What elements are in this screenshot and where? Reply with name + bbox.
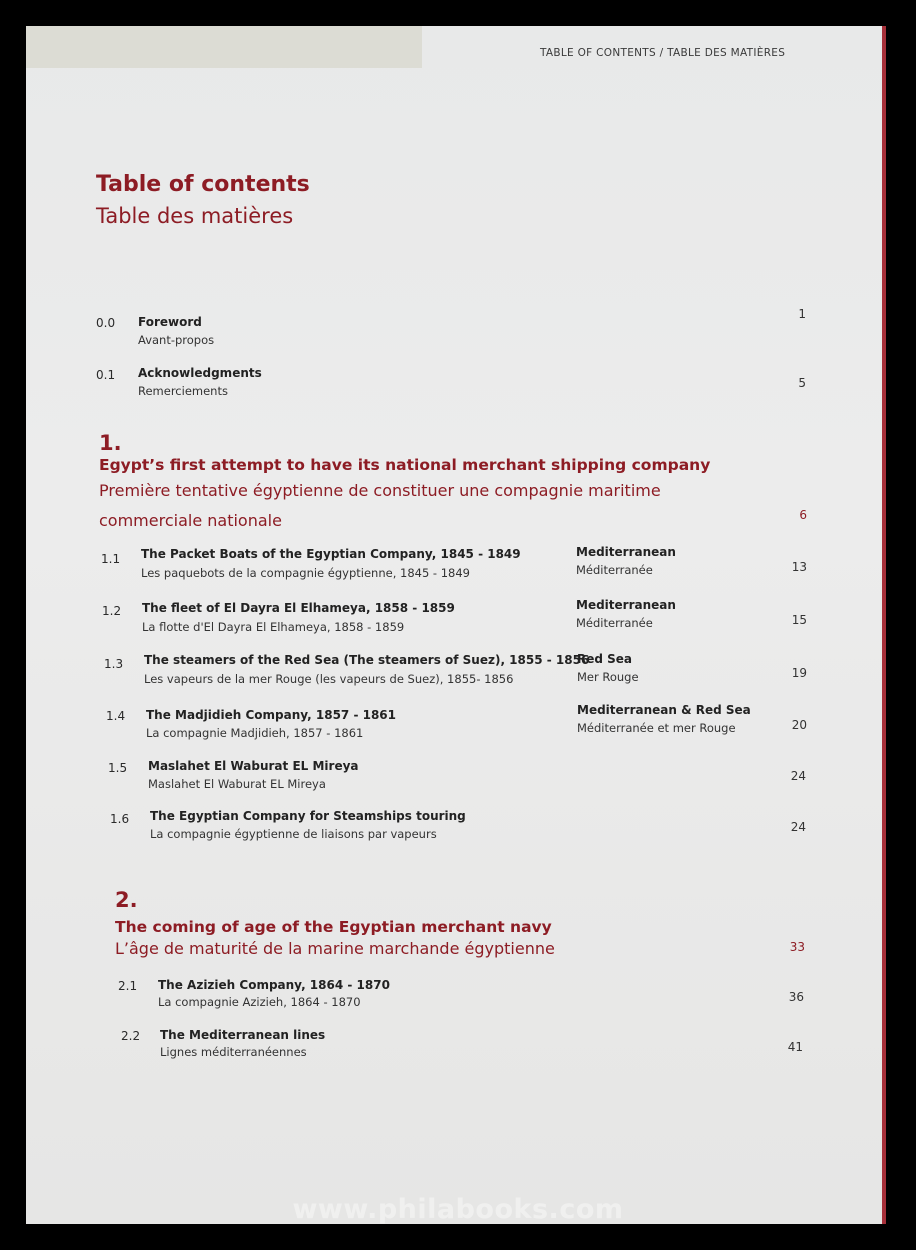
entry-title-fr: La compagnie Azizieh, 1864 - 1870 (158, 995, 361, 1009)
entry-page: 24 (790, 820, 806, 834)
entry-number: 2.2 (121, 1029, 141, 1043)
chapter-title-fr: L’âge de maturité de la marine marchande égyptienne (115, 939, 555, 958)
chapter-page: 6 (799, 508, 807, 522)
entry-region: Red Sea (577, 652, 633, 666)
entry-title-fr: Avant-propos (138, 333, 215, 347)
entry-title: The Packet Boats of the Egyptian Company, 1845 - 1849 (141, 547, 521, 561)
chapter-title: Egypt’s first attempt to have its national merchant shipping company (99, 456, 711, 474)
entry-title-fr: Les vapeurs de la mer Rouge (les vapeurs de Suez), 1855- 1856 (144, 672, 514, 686)
chapter-title-fr-cont: commerciale nationale (99, 511, 282, 530)
entry-page: 36 (788, 990, 804, 1004)
entry-number: 0.1 (96, 368, 116, 382)
entry-title-fr: Maslahet El Waburat EL Mireya (148, 777, 326, 791)
entry-number: 1.4 (106, 709, 126, 723)
entry-number: 1.5 (108, 761, 128, 775)
entry-number: 1.1 (101, 552, 121, 566)
entry-page: 13 (791, 560, 807, 574)
page-shadow (26, 26, 422, 68)
entry-title-fr: Lignes méditerranéennes (160, 1045, 307, 1059)
entry-page: 41 (787, 1040, 803, 1054)
entry-title: Acknowledgments (138, 366, 262, 380)
entry-region: Mediterranean (576, 545, 676, 559)
page-subtitle: Table des matières (96, 204, 294, 228)
entry-region-fr: Méditerranée et mer Rouge (577, 721, 736, 735)
entry-region-fr: Méditerranée (576, 563, 653, 577)
entry-number: 1.3 (104, 657, 124, 671)
entry-title: The Madjidieh Company, 1857 - 1861 (146, 708, 397, 722)
entry-title-fr: La compagnie égyptienne de liaisons par vapeurs (150, 827, 437, 841)
entry-title-fr: Les paquebots de la compagnie égyptienne, 1845 - 1849 (141, 566, 470, 580)
entry-title: Maslahet El Waburat EL Mireya (148, 759, 359, 773)
chapter-page: 33 (789, 940, 805, 954)
page-title: Table of contents (96, 172, 310, 197)
entry-number: 0.0 (96, 316, 116, 330)
watermark: www.philabooks.com (292, 1194, 624, 1225)
entry-title: Foreword (138, 315, 202, 329)
page-edge (882, 26, 886, 1224)
entry-title: The Egyptian Company for Steamships touring (150, 809, 466, 823)
entry-page: 1 (798, 307, 806, 321)
entry-region-fr: Mer Rouge (577, 670, 639, 684)
entry-title: The Mediterranean lines (160, 1028, 326, 1042)
entry-page: 15 (791, 613, 807, 627)
entry-page: 24 (790, 769, 806, 783)
chapter-number: 1. (99, 431, 122, 455)
entry-title: The fleet of El Dayra El Elhameya, 1858 - 1859 (142, 601, 455, 615)
entry-region: Mediterranean & Red Sea (577, 703, 751, 717)
entry-page: 20 (791, 718, 807, 732)
entry-page: 19 (791, 666, 807, 680)
chapter-number: 2. (115, 888, 138, 912)
entry-page: 5 (798, 376, 806, 390)
entry-title: The steamers of the Red Sea (The steamers of Suez), 1855 - 1856 (144, 653, 590, 667)
entry-number: 1.6 (110, 812, 130, 826)
entry-title-fr: Remerciements (138, 384, 228, 398)
entry-number: 2.1 (118, 979, 138, 993)
chapter-title-fr: Première tentative égyptienne de constituer une compagnie maritime (99, 481, 661, 500)
book-page (26, 26, 886, 1224)
chapter-title: The coming of age of the Egyptian merchant navy (115, 918, 552, 936)
running-header: TABLE OF CONTENTS / TABLE DES MATIÈRES (540, 47, 786, 59)
entry-number: 1.2 (102, 604, 122, 618)
entry-title-fr: La compagnie Madjidieh, 1857 - 1861 (146, 726, 364, 740)
entry-region: Mediterranean (576, 598, 676, 612)
entry-title: The Azizieh Company, 1864 - 1870 (158, 978, 390, 992)
entry-title-fr: La flotte d'El Dayra El Elhameya, 1858 - 1859 (142, 620, 405, 634)
entry-region-fr: Méditerranée (576, 616, 653, 630)
